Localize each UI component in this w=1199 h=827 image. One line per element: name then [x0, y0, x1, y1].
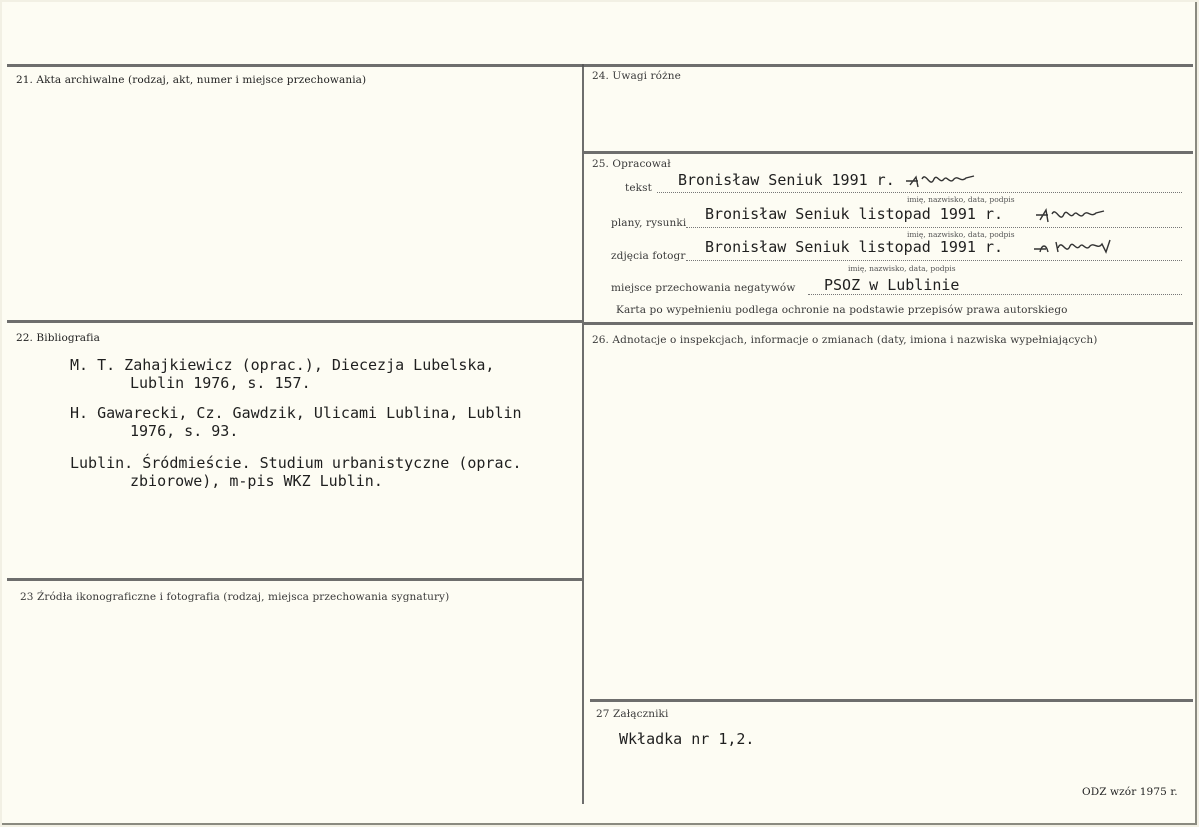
signature-3-icon	[1032, 234, 1132, 260]
bibliography-entry-3-line-2: zbiorowe), m-pis WKZ Lublin.	[130, 472, 383, 490]
section-22-label: 22. Bibliografia	[16, 332, 100, 344]
top-rule	[7, 64, 1193, 67]
negatives-label: miejsce przechowania negatywów	[611, 282, 796, 294]
text-author-value: Bronisław Seniuk 1991 r.	[678, 171, 895, 189]
section-21-label: 21. Akta archiwalne (rodzaj, akt, numer i miejsce przechowania)	[16, 74, 367, 86]
bibliography-entry-1-line-2: Lublin 1976, s. 157.	[130, 374, 311, 392]
bibliography-entry-3-line-1: Lublin. Śródmieście. Studium urbanistyczne (oprac.	[70, 454, 522, 472]
bibliography-entry-2-line-2: 1976, s. 93.	[130, 422, 239, 440]
photos-author-caption: imię, nazwisko, data, podpis	[848, 264, 956, 273]
rule-right-27	[590, 699, 1193, 702]
section-26-label: 26. Adnotacje o inspekcjach, informacje o zmianach (daty, imiona i nazwiska wypełniających)	[592, 334, 1098, 346]
text-author-caption: imię, nazwisko, data, podpis	[907, 195, 1015, 204]
photos-author-value: Bronisław Seniuk listopad 1991 r.	[705, 238, 1004, 256]
copyright-note: Karta po wypełnieniu podlega ochronie na podstawie przepisów prawa autorskiego	[616, 304, 1068, 316]
rule-left-22	[7, 320, 582, 323]
negatives-value: PSOZ w Lublinie	[824, 276, 960, 294]
rule-right-26	[584, 322, 1193, 325]
rule-left-23	[7, 578, 582, 581]
record-card	[2, 2, 1197, 825]
section-27-label: 27 Załączniki	[596, 708, 669, 720]
photos-author-label: zdjęcia fotogr	[611, 250, 686, 262]
negatives-line	[808, 294, 1182, 295]
bibliography-entry-2-line-1: H. Gawarecki, Cz. Gawdzik, Ulicami Lublina, Lublin	[70, 404, 522, 422]
text-author-label: tekst	[625, 182, 652, 194]
signature-2-icon	[1034, 202, 1114, 228]
form-template-label: ODZ wzór 1975 r.	[1082, 786, 1178, 798]
column-divider	[582, 64, 584, 804]
drawings-author-label: plany, rysunki	[611, 217, 687, 229]
drawings-author-value: Bronisław Seniuk listopad 1991 r.	[705, 205, 1004, 223]
rule-right-25	[584, 151, 1193, 154]
photos-author-line	[686, 260, 1182, 261]
bibliography-entry-1-line-1: M. T. Zahajkiewicz (oprac.), Diecezja Lubelska,	[70, 356, 495, 374]
section-25-label: 25. Opracował	[592, 158, 671, 170]
drawings-author-caption: imię, nazwisko, data, podpis	[907, 230, 1015, 239]
section-23-label: 23 Źródła ikonograficzne i fotografia (rodzaj, miejsca przechowania sygnatury)	[20, 591, 450, 603]
attachments-value: Wkładka nr 1,2.	[619, 730, 755, 748]
signature-1-icon	[904, 167, 984, 193]
section-24-label: 24. Uwagi różne	[592, 70, 681, 82]
